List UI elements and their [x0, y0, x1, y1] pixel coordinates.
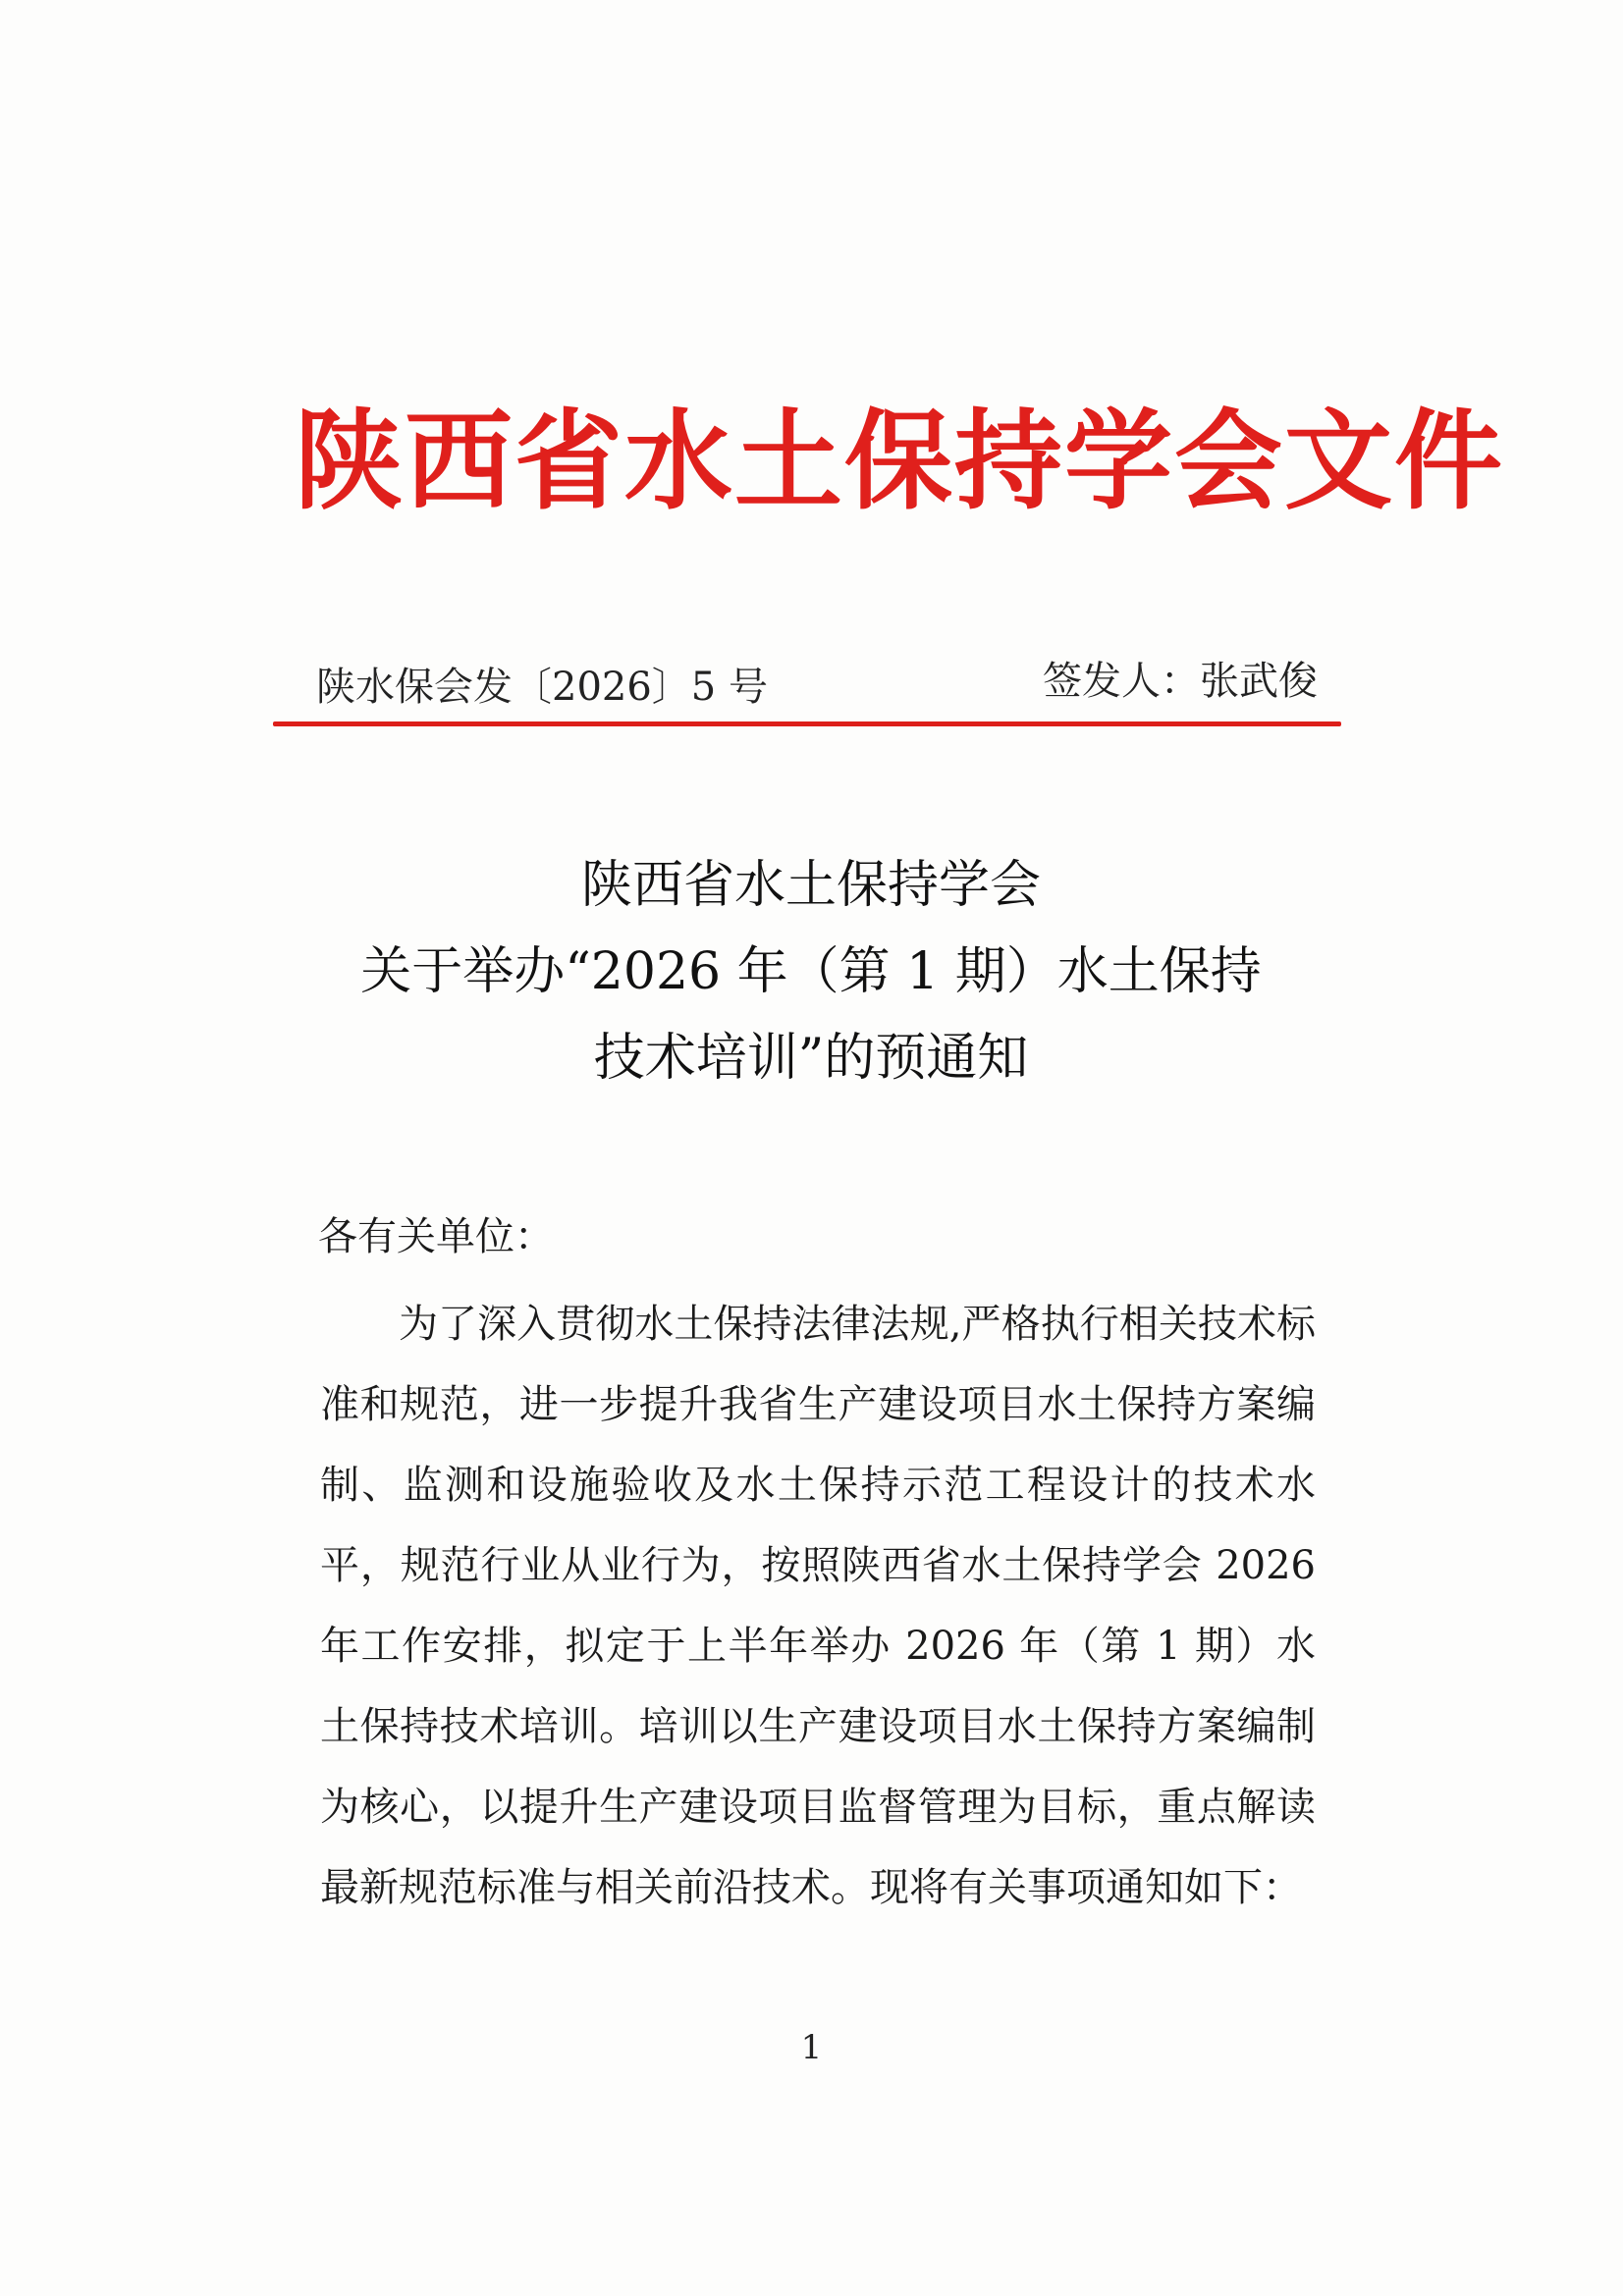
notice-title-line-3: 技术培训”的预通知: [593, 1029, 1029, 1088]
document-meta-row: [316, 650, 1318, 710]
document-number: 陕水保会发〔2026〕5 号: [316, 665, 768, 710]
page-number: 1: [800, 2028, 823, 2067]
notice-title-line-1: 陕西省水土保持学会: [580, 856, 1041, 915]
issuing-organization-header: 陕西省水土保持学会文件: [295, 399, 1504, 524]
signer: 签发人：张武俊: [1043, 659, 1318, 704]
body-paragraph: 为了深入贯彻水土保持法律法规,严格执行相关技术标准和规范，进一步提升我省生产建设项目水土保持方案编制、监测和设施验收及水土保持示范工程设计的技术水平，规范行业从业行为，按照陕西省水土保持学会 2026 年工作安排，拟定于上半年举办 2026 年（第 1 期）水土保持技术培训。培训以生产建设项目水土保持方案编制为核心，以提升生产建设项目监督管理为目标，重点解读最新规范标准与相关前沿技术。现将有关事项通知如下：: [320, 1302, 1316, 1910]
red-divider-line: [273, 721, 1341, 726]
salutation: 各有关单位：: [318, 1214, 554, 1259]
notice-title-line-2: 关于举办“2026 年（第 1 期）水土保持: [360, 942, 1262, 1001]
notice-title: [222, 842, 1400, 1101]
